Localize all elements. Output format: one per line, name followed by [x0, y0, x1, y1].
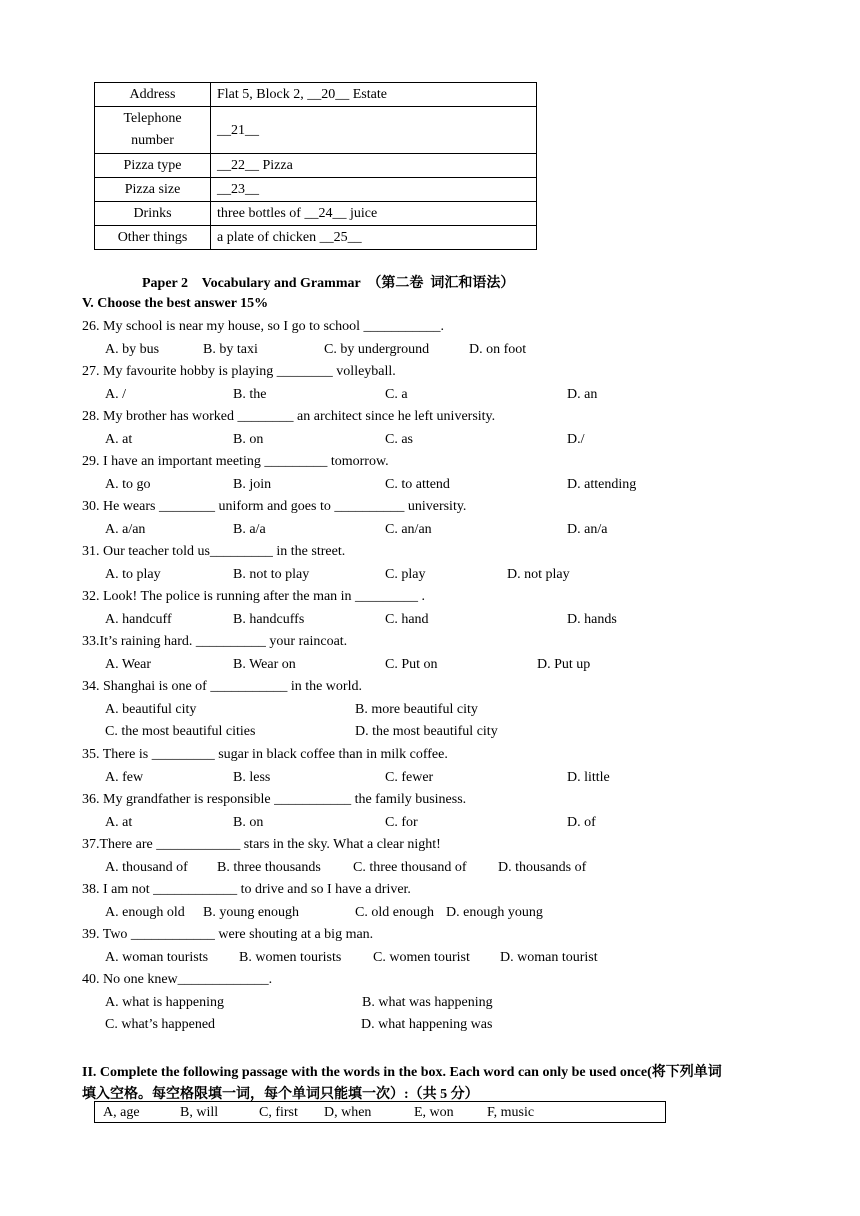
- answer-option: C. for: [385, 815, 418, 830]
- answer-option: B. a/a: [233, 522, 266, 537]
- answer-option: B. women tourists: [239, 950, 342, 965]
- answer-option: B. on: [233, 432, 264, 447]
- answer-option: C. fewer: [385, 770, 434, 785]
- table-row: [95, 107, 537, 154]
- answer-option: A. handcuff: [105, 612, 172, 627]
- word-option: D, when: [324, 1105, 372, 1120]
- section-v-heading: V. Choose the best answer 15%: [82, 296, 269, 311]
- question-text: 29. I have an important meeting _________ tomorrow.: [82, 454, 389, 469]
- answer-option: A. a/an: [105, 522, 146, 537]
- row-value: a plate of chicken __25__: [211, 226, 537, 250]
- answer-option: C. play: [385, 567, 426, 582]
- table-row: [95, 154, 537, 178]
- answer-option: D. of: [567, 815, 596, 830]
- question-text: 39. Two ____________ were shouting at a big man.: [82, 927, 374, 942]
- word-option: B, will: [180, 1105, 219, 1120]
- row-value: __22__ Pizza: [211, 154, 537, 178]
- question-text: 34. Shanghai is one of ___________ in the world.: [82, 679, 362, 694]
- row-value: __21__: [211, 107, 537, 154]
- question-text: 32. Look! The police is running after the man in _________ .: [82, 589, 426, 604]
- question-text: 26. My school is near my house, so I go to school ___________.: [82, 319, 445, 334]
- word-option: E, won: [414, 1105, 454, 1120]
- answer-option: B. Wear on: [233, 657, 296, 672]
- answer-option: D. the most beautiful city: [355, 724, 498, 739]
- question-text: 31. Our teacher told us_________ in the street.: [82, 544, 346, 559]
- question-text: 30. He wears ________ uniform and goes to __________ university.: [82, 499, 467, 514]
- question-text: 33.It’s raining hard. __________ your raincoat.: [82, 634, 348, 649]
- answer-option: B. handcuffs: [233, 612, 305, 627]
- answer-option: D. an: [567, 387, 598, 402]
- answer-option: D./: [567, 432, 585, 447]
- answer-option: C. three thousand of: [353, 860, 467, 875]
- question-text: 28. My brother has worked ________ an architect since he left university.: [82, 409, 496, 424]
- answer-option: A. enough old: [105, 905, 185, 920]
- question-text: 35. There is _________ sugar in black coffee than in milk coffee.: [82, 747, 448, 762]
- answer-option: A. what is happening: [105, 995, 224, 1010]
- answer-option: D. little: [567, 770, 610, 785]
- paper-title: Paper 2 Vocabulary and Grammar （第二卷 词汇和语法）: [142, 276, 515, 291]
- answer-option: D. Put up: [537, 657, 591, 672]
- table-row: [95, 226, 537, 250]
- answer-option: D. what happening was: [361, 1017, 493, 1032]
- row-label: Pizza size: [95, 178, 211, 202]
- word-option: A, age: [103, 1105, 140, 1120]
- answer-option: B. by taxi: [203, 342, 258, 357]
- row-label: Telephone number: [95, 107, 211, 154]
- answer-option: A. beautiful city: [105, 702, 197, 717]
- section-ii-heading: II. Complete the following passage with the words in the box. Each word can only be used once(将下列单词: [82, 1065, 722, 1080]
- question-text: 38. I am not ____________ to drive and so I have a driver.: [82, 882, 411, 897]
- answer-option: A. at: [105, 432, 133, 447]
- answer-option: D. attending: [567, 477, 637, 492]
- answer-option: A. to play: [105, 567, 161, 582]
- answer-option: C. old enough: [355, 905, 434, 920]
- answer-option: A. woman tourists: [105, 950, 209, 965]
- answer-option: A. thousand of: [105, 860, 188, 875]
- answer-option: C. to attend: [385, 477, 450, 492]
- section-ii-instructions: 填入空格。每空格限填一词，每个单词只能填一次）:（共 5 分）: [82, 1087, 479, 1102]
- answer-option: A. to go: [105, 477, 151, 492]
- answer-option: A. at: [105, 815, 133, 830]
- answer-option: C. by underground: [324, 342, 430, 357]
- answer-option: A. /: [105, 387, 126, 402]
- answer-option: C. hand: [385, 612, 429, 627]
- order-form-table: [94, 82, 537, 250]
- word-option: C, first: [259, 1105, 298, 1120]
- question-text: 37.There are ____________ stars in the sky. What a clear night!: [82, 837, 441, 852]
- answer-option: C. the most beautiful cities: [105, 724, 256, 739]
- answer-option: A. few: [105, 770, 144, 785]
- row-label: Address: [95, 83, 211, 107]
- table-row: [95, 178, 537, 202]
- answer-option: B. on: [233, 815, 264, 830]
- answer-option: C. as: [385, 432, 413, 447]
- answer-option: A. Wear: [105, 657, 152, 672]
- answer-option: B. young enough: [203, 905, 300, 920]
- table-row: [95, 202, 537, 226]
- answer-option: C. an/an: [385, 522, 432, 537]
- row-label: Other things: [95, 226, 211, 250]
- row-value: __23__: [211, 178, 537, 202]
- answer-option: B. more beautiful city: [355, 702, 478, 717]
- answer-option: A. by bus: [105, 342, 160, 357]
- word-box: [94, 1101, 666, 1123]
- answer-option: B. less: [233, 770, 271, 785]
- question-text: 40. No one knew_____________.: [82, 972, 273, 987]
- answer-option: C. what’s happened: [105, 1017, 216, 1032]
- question-text: 27. My favourite hobby is playing ________ volleyball.: [82, 364, 396, 379]
- answer-option: D. enough young: [446, 905, 543, 920]
- row-value: three bottles of __24__ juice: [211, 202, 537, 226]
- answer-option: C. Put on: [385, 657, 438, 672]
- answer-option: B. the: [233, 387, 267, 402]
- question-text: 36. My grandfather is responsible ___________ the family business.: [82, 792, 467, 807]
- table-row: [95, 83, 537, 107]
- answer-option: C. a: [385, 387, 408, 402]
- row-value: Flat 5, Block 2, __20__ Estate: [211, 83, 537, 107]
- answer-option: B. what was happening: [362, 995, 493, 1010]
- answer-option: D. hands: [567, 612, 617, 627]
- row-label: Pizza type: [95, 154, 211, 178]
- answer-option: B. three thousands: [217, 860, 321, 875]
- answer-option: D. woman tourist: [500, 950, 598, 965]
- answer-option: D. on foot: [469, 342, 527, 357]
- answer-option: B. not to play: [233, 567, 310, 582]
- answer-option: C. women tourist: [373, 950, 470, 965]
- answer-option: D. thousands of: [498, 860, 587, 875]
- answer-option: D. not play: [507, 567, 570, 582]
- word-option: F, music: [487, 1105, 535, 1120]
- answer-option: B. join: [233, 477, 272, 492]
- row-label: Drinks: [95, 202, 211, 226]
- answer-option: D. an/a: [567, 522, 608, 537]
